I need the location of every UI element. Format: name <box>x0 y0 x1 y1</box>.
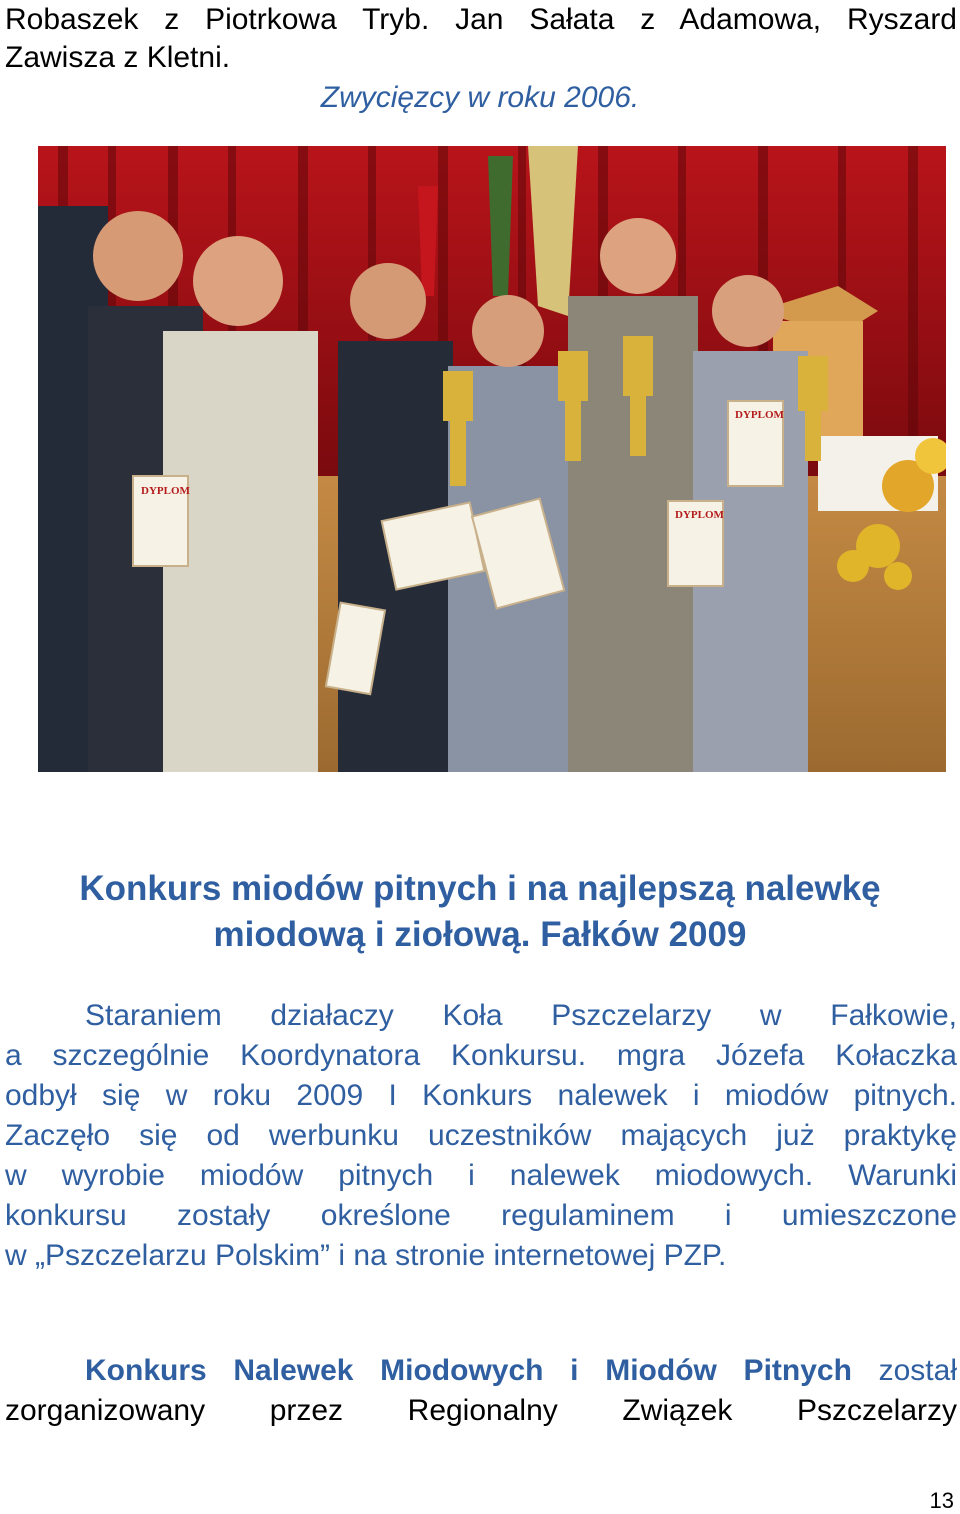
body-text-line: a szczególnie Koordynatora Konkursu. mgra Józefa Kołaczka <box>5 1039 957 1072</box>
body-text-line: odbył się w roku 2009 I Konkurs nalewek i miodów pitnych. <box>5 1079 957 1112</box>
body-text-line: Zaczęło się od werbunku uczestników mających już praktykę <box>5 1119 957 1152</box>
diploma-label: DYPLOM <box>675 509 724 521</box>
body-text-line: w wyrobie miodów pitnych i nalewek miodowych. Warunki <box>5 1159 957 1192</box>
diploma-label: DYPLOM <box>735 409 784 421</box>
section-heading: Konkurs miodów pitnych i na najlepszą nalewkę <box>79 869 881 908</box>
bold-phrase: Konkurs Nalewek Miodowych i Miodów Pitnych <box>85 1354 852 1387</box>
body-text-line: w „Pszczelarzu Polskim” i na stronie internetowej PZP. <box>5 1239 727 1272</box>
award-ceremony-photo <box>38 146 946 772</box>
body-text-word: został <box>878 1354 957 1387</box>
section-heading: miodową i ziołową. Fałków 2009 <box>213 915 747 954</box>
body-text-line: Staraniem działaczy Koła Pszczelarzy w Fałkowie, <box>85 999 957 1032</box>
page-number: 13 <box>929 1488 954 1513</box>
body-text-line: konkursu zostały określone regulaminem i umieszczone <box>5 1199 957 1232</box>
body-text-line <box>85 1351 957 1391</box>
body-text-line: Robaszek z Piotrkowa Tryb. Jan Sałata z Adamowa, Ryszard <box>5 3 957 36</box>
body-text-line: Zawisza z Kletni. <box>5 41 231 74</box>
photo-caption: Zwycięzcy w roku 2006. <box>320 81 640 114</box>
body-text-span: zorganizowany przez Regionalny Związek Pszczelarzy <box>5 1394 957 1427</box>
diploma-label: DYPLOM <box>141 485 190 497</box>
body-text-line <box>5 1391 957 1431</box>
